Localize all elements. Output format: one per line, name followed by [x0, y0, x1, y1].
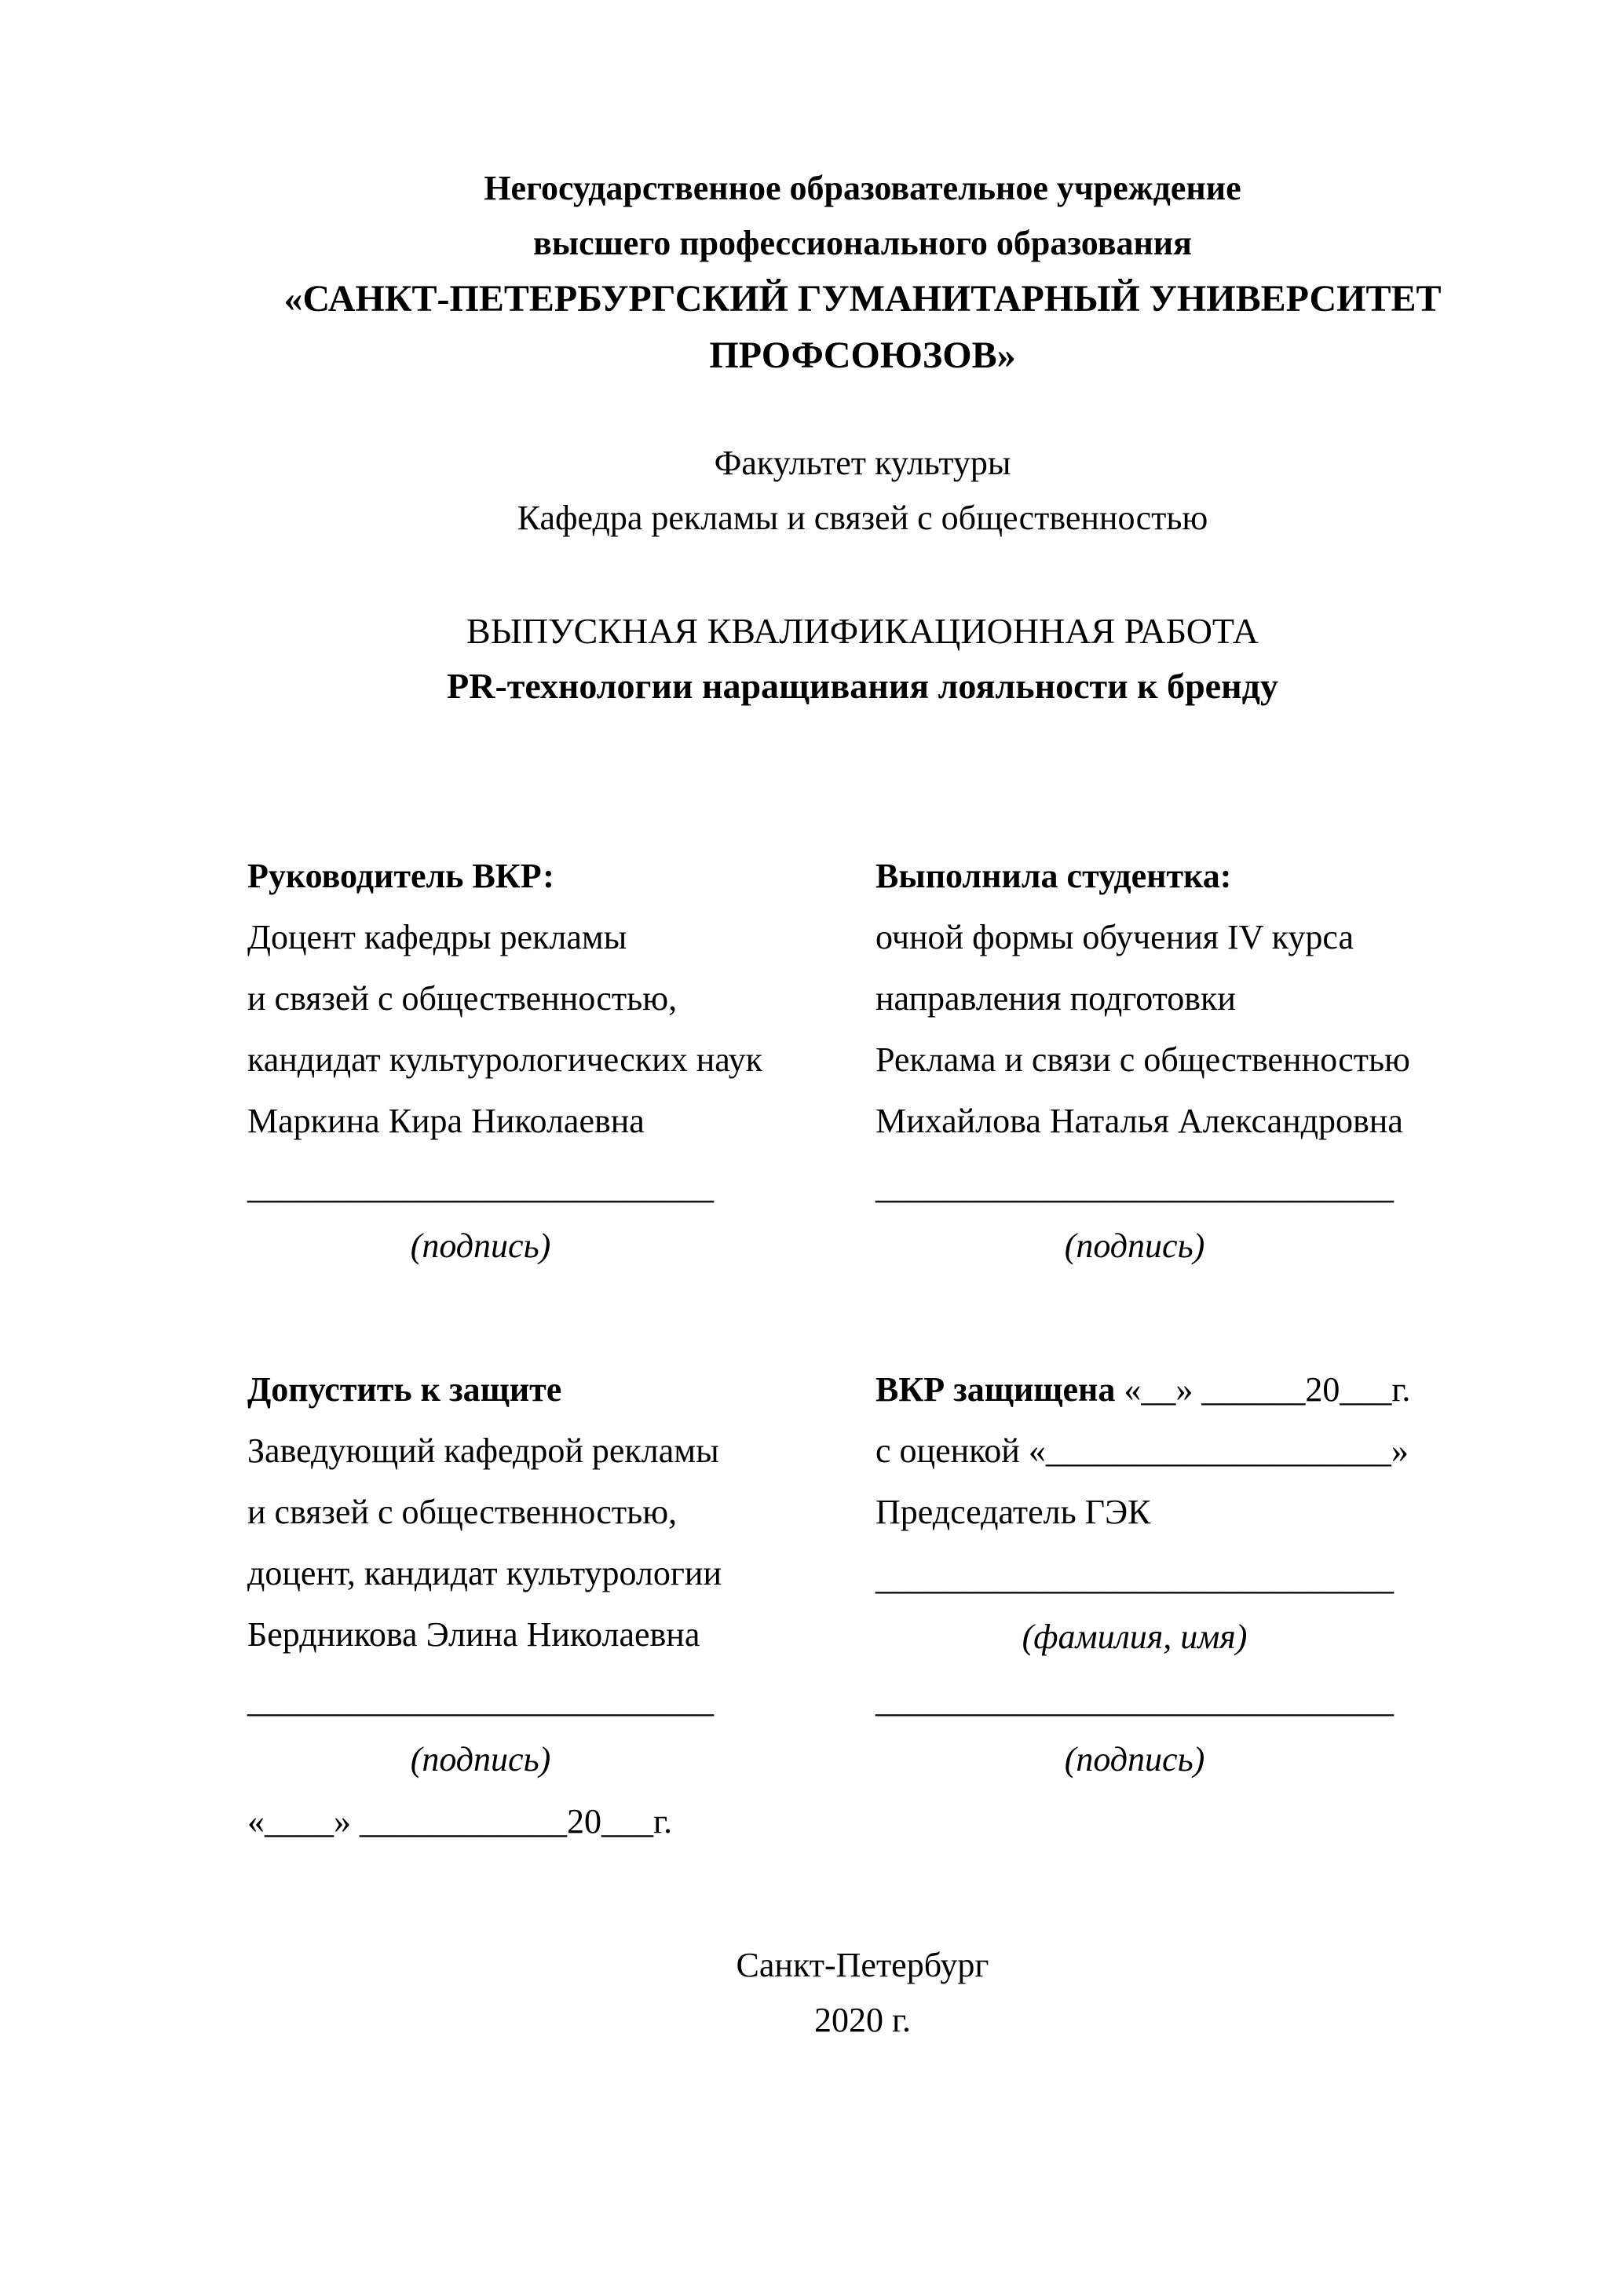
student-line-2: направления подготовки [875, 979, 1236, 1018]
supervisor-heading: Руководитель ВКР: [247, 857, 554, 895]
admission-name: Бердникова Элина Николаевна [247, 1615, 700, 1654]
admission-line-3: доцент, кандидат культурологии [247, 1554, 722, 1592]
defense-name-caption: (фамилия, имя) [1022, 1618, 1248, 1656]
student-name: Михайлова Наталья Александровна [875, 1102, 1403, 1140]
supervisor-name: Маркина Кира Николаевна [247, 1102, 645, 1140]
document-footer [247, 1938, 1478, 2048]
faculty-name: Факультет культуры [714, 444, 1011, 482]
admission-date-line: «____» ____________20___г. [247, 1802, 673, 1841]
defense-name-area [875, 1548, 1394, 1665]
defense-heading-bold: ВКР защищена [875, 1370, 1116, 1409]
department-name: Кафедра рекламы и связей с общественностью [517, 499, 1208, 537]
student-heading: Выполнила студентка: [875, 857, 1232, 895]
defense-name-line: ______________________________ [875, 1559, 1394, 1597]
defense-chairman-line: Председатель ГЭК [875, 1493, 1151, 1531]
defense-heading-rest: «__» ______20___г. [1124, 1370, 1411, 1409]
supervisor-line-2: и связей с общественностью, [247, 979, 678, 1018]
footer-year: 2020 г. [813, 2001, 912, 2039]
signatures-block-2 [247, 1359, 1478, 1852]
signatures-block-1 [247, 846, 1478, 1274]
org-line-1: Негосударственное образовательное учреждение [484, 169, 1241, 207]
student-signature-line: ______________________________ [875, 1168, 1394, 1206]
student-signature-area [875, 1157, 1394, 1274]
spacer [247, 384, 1478, 436]
admission-signature-caption: (подпись) [410, 1740, 551, 1779]
defense-signature-line: ______________________________ [875, 1681, 1394, 1720]
supervisor-block [247, 846, 875, 1274]
student-line-1: очной формы обучения IV курса [875, 918, 1354, 956]
defense-signature-area [875, 1670, 1394, 1788]
admission-signature-line: ___________________________ [247, 1681, 714, 1720]
supervisor-signature-area [247, 1157, 714, 1274]
admission-line-2: и связей с общественностью, [247, 1493, 678, 1531]
spacer [247, 546, 1478, 604]
student-line-3: Реклама и связи с общественностью [875, 1040, 1410, 1079]
university-name: «САНКТ-ПЕТЕРБУРГСКИЙ ГУМАНИТАРНЫЙ УНИВЕРСИТЕТ ПРОФСОЮЗОВ» [283, 278, 1442, 376]
admission-signature-area [247, 1670, 714, 1788]
admission-line-1: Заведующий кафедрой рекламы [247, 1431, 719, 1470]
supervisor-line-1: Доцент кафедры рекламы [247, 918, 627, 956]
footer-city: Санкт-Петербург [736, 1946, 989, 1984]
student-block [875, 846, 1478, 1274]
work-type-title: ВЫПУСКНАЯ КВАЛИФИКАЦИОННАЯ РАБОТА [466, 611, 1259, 651]
admission-block [247, 1359, 875, 1852]
defense-signature-caption: (подпись) [1064, 1740, 1205, 1779]
defense-heading-line [875, 1359, 1478, 1420]
supervisor-line-3: кандидат культурологических наук [247, 1040, 762, 1079]
defense-grade-line: с оценкой «____________________» [875, 1431, 1409, 1470]
student-signature-caption: (подпись) [1064, 1227, 1205, 1265]
supervisor-signature-caption: (подпись) [410, 1227, 551, 1265]
document-header [247, 161, 1478, 714]
admission-heading: Допустить к защите [247, 1370, 562, 1409]
defense-block [875, 1359, 1478, 1852]
org-line-2: высшего профессионального образования [533, 224, 1192, 262]
supervisor-signature-line: ___________________________ [247, 1168, 714, 1206]
work-title: PR-технологии наращивания лояльности к бренду [447, 666, 1278, 706]
